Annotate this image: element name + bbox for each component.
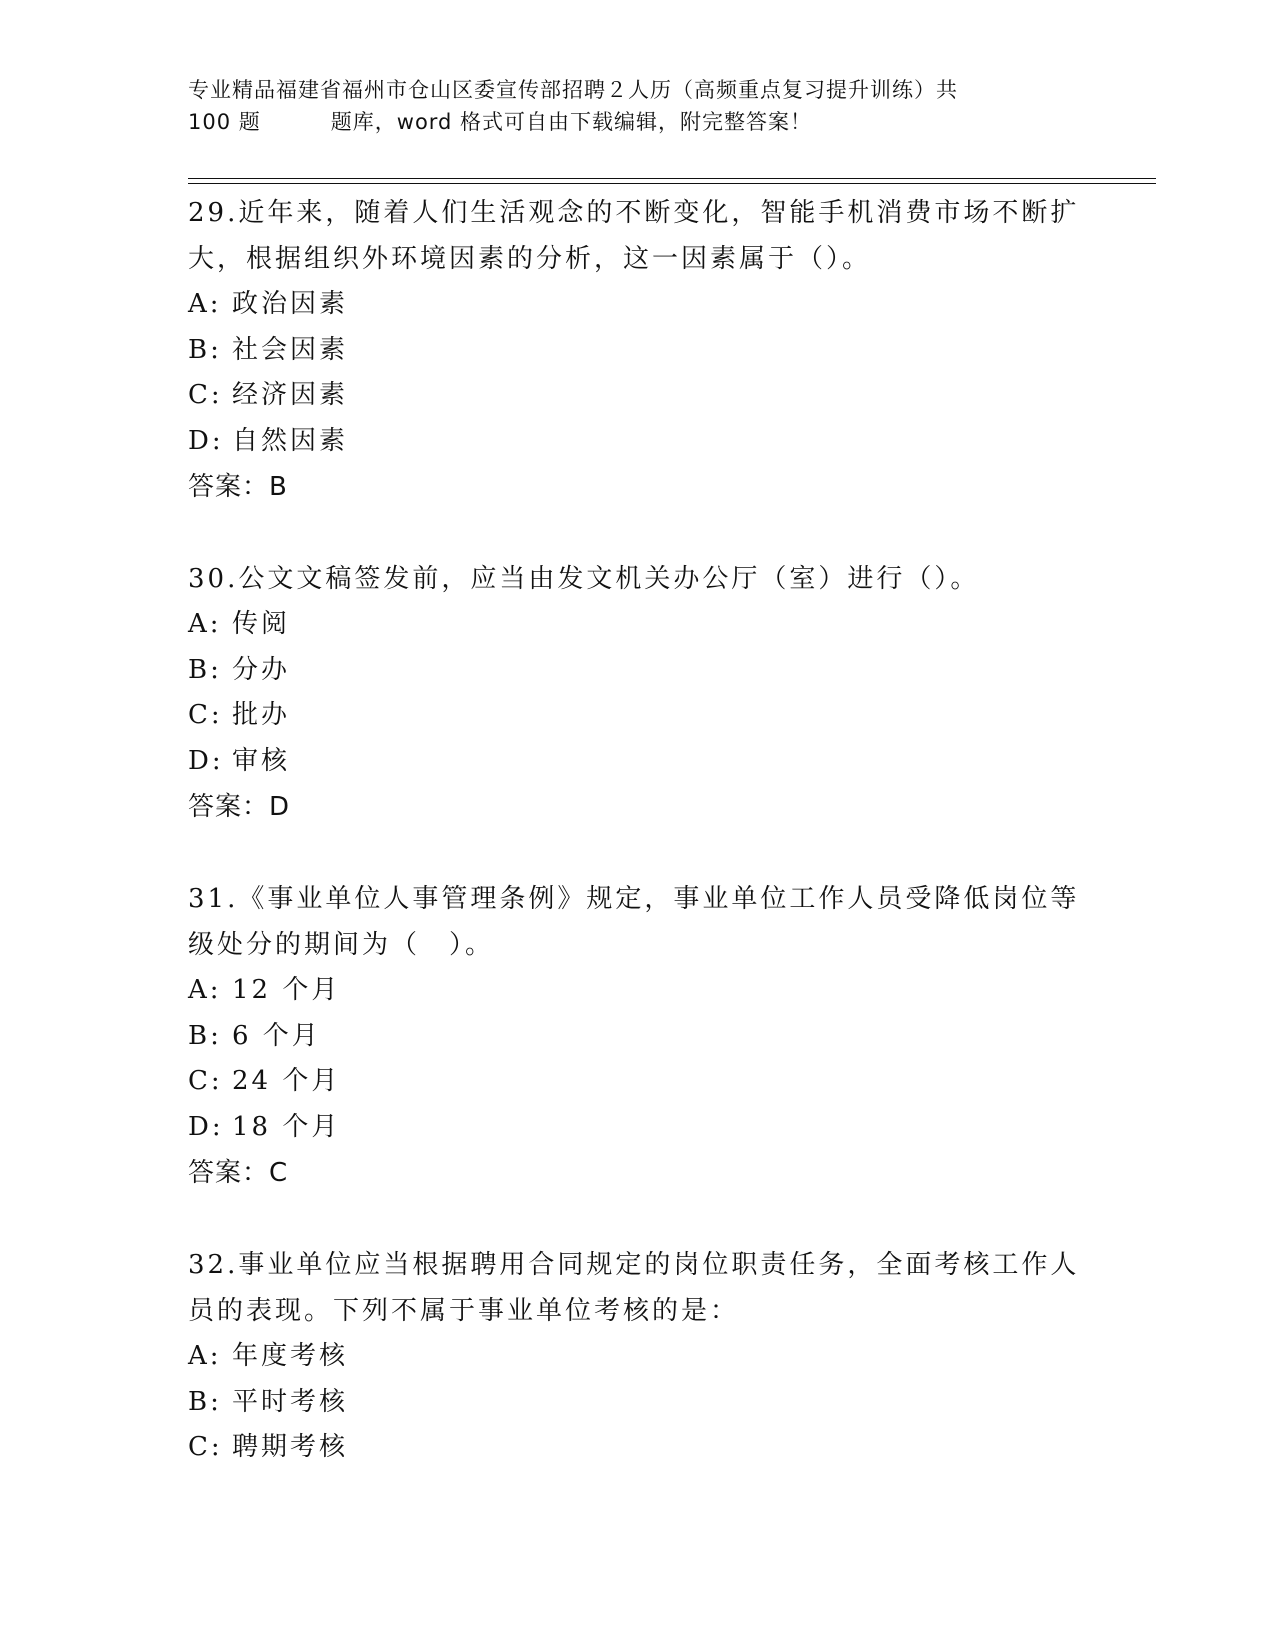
option-key: A: bbox=[188, 289, 222, 319]
option-d bbox=[188, 1105, 1088, 1151]
option-c bbox=[188, 693, 1088, 739]
option-c bbox=[188, 1059, 1088, 1105]
option-b bbox=[188, 328, 1088, 374]
option-text: 年度考核 bbox=[232, 1341, 349, 1371]
answer-label: 答案： bbox=[188, 472, 270, 502]
option-key: C: bbox=[188, 380, 223, 410]
question-stem: 32.事业单位应当根据聘用合同规定的岗位职责任务，全面考核工作人员的表现。下列不属于事业单位考核的是： bbox=[188, 1250, 1080, 1326]
header-question-count: 100 题 bbox=[188, 110, 261, 134]
question-stem: 30.公文文稿签发前，应当由发文机关办公厅（室）进行（）。 bbox=[188, 564, 980, 594]
option-text: 传阅 bbox=[232, 609, 291, 639]
option-d bbox=[188, 739, 1088, 785]
option-c bbox=[188, 373, 1088, 419]
question-stem: 29.近年来，随着人们生活观念的不断变化，智能手机消费市场不断扩大，根据组织外环境因素的分析，这一因素属于（）。 bbox=[188, 198, 1080, 274]
option-c bbox=[188, 1425, 1088, 1471]
answer-value: B bbox=[269, 472, 288, 502]
option-text: 经济因素 bbox=[232, 380, 349, 410]
option-key: B: bbox=[188, 1020, 222, 1051]
option-text: 18 个月 bbox=[232, 1111, 341, 1142]
question-stem: 31.《事业单位人事管理条例》规定，事业单位工作人员受降低岗位等级处分的期间为（ ）。 bbox=[188, 884, 1080, 960]
option-a bbox=[188, 1334, 1088, 1380]
option-key: D: bbox=[188, 1111, 224, 1142]
header-divider-bottom bbox=[188, 183, 1156, 184]
option-key: B: bbox=[188, 654, 222, 685]
document-header bbox=[188, 74, 1068, 138]
answer-line bbox=[188, 784, 1088, 830]
answer-line bbox=[188, 1150, 1088, 1196]
header-divider-top bbox=[188, 178, 1156, 179]
option-key: A: bbox=[188, 975, 222, 1005]
question-31 bbox=[188, 876, 1088, 1196]
option-b bbox=[188, 648, 1088, 694]
option-text: 政治因素 bbox=[232, 289, 349, 319]
option-b bbox=[188, 1014, 1088, 1060]
option-text: 自然因素 bbox=[232, 425, 349, 456]
option-key: A: bbox=[188, 609, 222, 639]
option-key: D: bbox=[188, 425, 224, 456]
option-b bbox=[188, 1380, 1088, 1426]
answer-line bbox=[188, 464, 1088, 510]
option-text: 社会因素 bbox=[232, 334, 349, 365]
question-list bbox=[188, 190, 1088, 1517]
answer-value: C bbox=[269, 1158, 289, 1188]
option-d bbox=[188, 419, 1088, 465]
question-32 bbox=[188, 1242, 1088, 1471]
option-text: 分办 bbox=[232, 654, 291, 685]
option-key: C: bbox=[188, 1066, 223, 1096]
option-a bbox=[188, 968, 1088, 1014]
header-title-line-1: 专业精品福建省福州市仓山区委宣传部招聘２人历（高频重点复习提升训练）共 bbox=[188, 78, 958, 102]
option-text: 6 个月 bbox=[232, 1020, 321, 1051]
option-text: 聘期考核 bbox=[232, 1432, 349, 1462]
option-a bbox=[188, 602, 1088, 648]
option-key: B: bbox=[188, 334, 222, 365]
option-key: A: bbox=[188, 1341, 222, 1371]
option-text: 审核 bbox=[232, 745, 291, 776]
option-key: B: bbox=[188, 1386, 222, 1417]
header-title-line-2 bbox=[188, 106, 1068, 138]
option-key: C: bbox=[188, 1432, 223, 1462]
option-key: C: bbox=[188, 700, 223, 730]
answer-value: D bbox=[269, 792, 291, 822]
answer-label: 答案： bbox=[188, 1158, 270, 1188]
question-29 bbox=[188, 190, 1088, 510]
option-text: 平时考核 bbox=[232, 1386, 349, 1417]
header-description: 题库，word 格式可自由下载编辑，附完整答案！ bbox=[330, 110, 813, 134]
option-text: 批办 bbox=[232, 700, 291, 730]
option-key: D: bbox=[188, 745, 224, 776]
option-text: 24 个月 bbox=[232, 1066, 341, 1096]
option-text: 12 个月 bbox=[232, 975, 341, 1005]
question-30 bbox=[188, 556, 1088, 830]
answer-label: 答案： bbox=[188, 792, 270, 822]
option-a bbox=[188, 282, 1088, 328]
